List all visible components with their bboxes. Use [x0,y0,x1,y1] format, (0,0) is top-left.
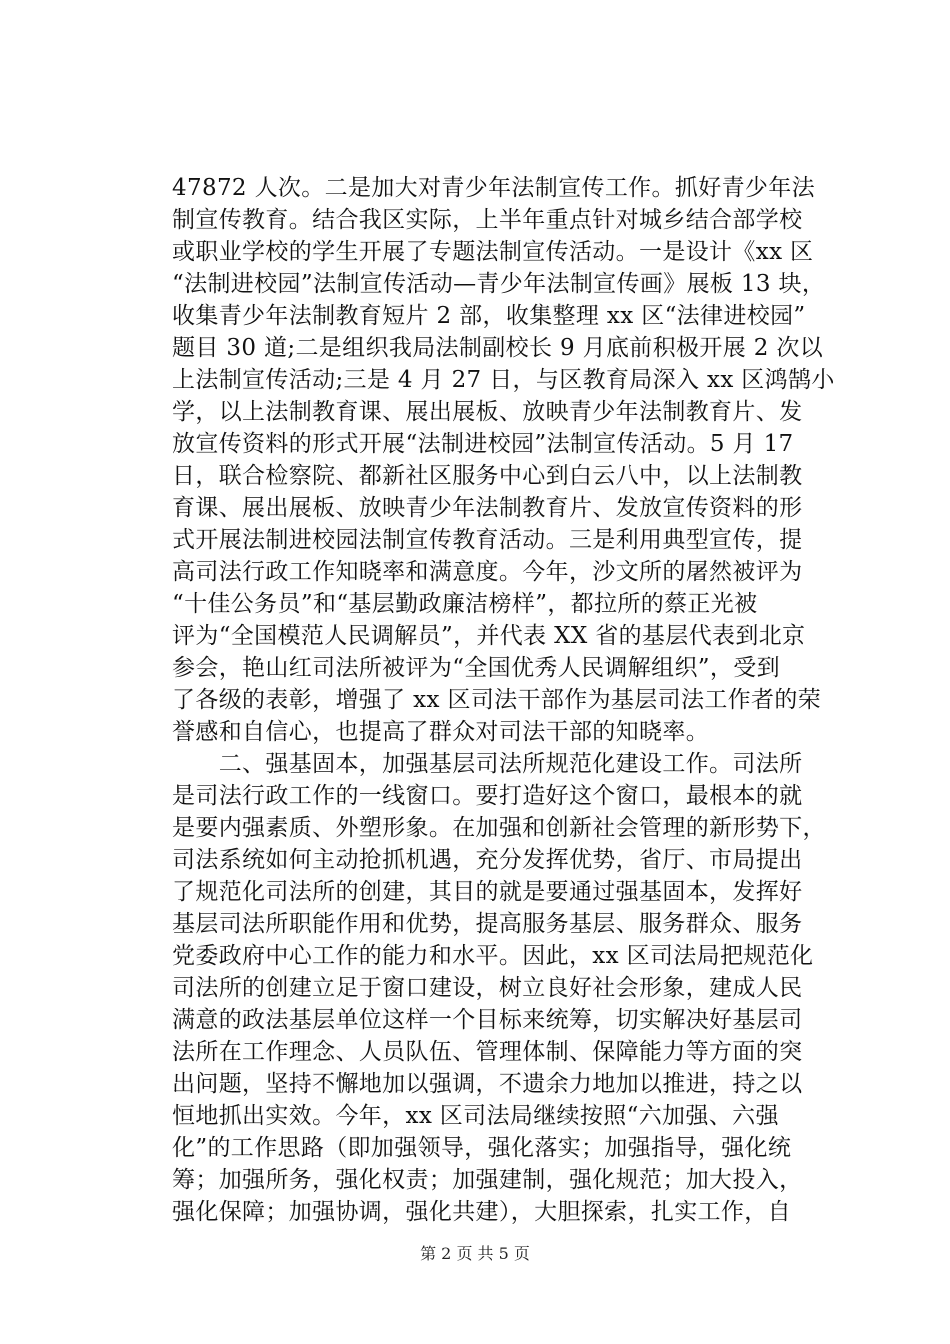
text-line: 誉感和自信心，也提高了群众对司法干部的知晓率。 [172,719,710,745]
text-line: 放宣传资料的形式开展“法制进校园”法制宣传活动。5 月 17 [172,431,794,457]
text-line: 满意的政法基层单位这样一个目标来统筹，切实解决好基层司 [172,1007,803,1033]
body-text [172,172,836,1228]
page-footer: 第 2 页 共 5 页 [420,1244,530,1263]
text-line: 评为“全国模范人民调解员”，并代表 XX 省的基层代表到北京 [172,623,806,649]
text-line: 学，以上法制教育课、展出展板、放映青少年法制教育片、发 [172,399,803,425]
text-line: 出问题，坚持不懈地加以强调，不遗余力地加以推进，持之以 [172,1071,803,1097]
text-line: 二、强基固本，加强基层司法所规范化建设工作。司法所 [172,751,803,777]
text-line: 强化保障；加强协调，强化共建），大胆探索，扎实工作，自 [172,1199,791,1225]
text-line: 上法制宣传活动;三是 4 月 27 日，与区教育局深入 xx 区鸿鹄小 [172,367,835,393]
text-line: 高司法行政工作知晓率和满意度。今年，沙文所的屠然被评为 [172,559,803,585]
text-line: 是要内强素质、外塑形象。在加强和创新社会管理的新形势下， [172,815,826,841]
text-line: 制宣传教育。结合我区实际，上半年重点针对城乡结合部学校 [172,207,803,233]
text-line: 是司法行政工作的一线窗口。要打造好这个窗口，最根本的就 [172,783,803,809]
text-line: 日，联合检察院、都新社区服务中心到白云八中，以上法制教 [172,463,803,489]
text-line: 收集青少年法制教育短片 2 部，收集整理 xx 区“法律进校园” [172,303,806,329]
text-line: 法所在工作理念、人员队伍、管理体制、保障能力等方面的突 [172,1039,803,1065]
text-line: 司法系统如何主动抢抓机遇，充分发挥优势，省厅、市局提出 [172,847,803,873]
text-line: 育课、展出展板、放映青少年法制教育片、发放宣传资料的形 [172,495,803,521]
text-line: 参会，艳山红司法所被评为“全国优秀人民调解组织”，受到 [172,655,780,681]
text-line: 基层司法所职能作用和优势，提高服务基层、服务群众、服务 [172,911,803,937]
text-line: 恒地抓出实效。今年，xx 区司法局继续按照“六加强、六强 [172,1103,779,1129]
text-line: 题目 30 道;二是组织我局法制副校长 9 月底前积极开展 2 次以 [172,335,824,361]
text-line: 了规范化司法所的创建，其目的就是要通过强基固本，发挥好 [172,879,803,905]
text-line: 式开展法制进校园法制宣传教育活动。三是利用典型宣传，提 [172,527,803,553]
text-line: 了各级的表彰，增强了 xx 区司法干部作为基层司法工作者的荣 [172,687,822,713]
text-line: 或职业学校的学生开展了专题法制宣传活动。一是设计《xx 区 [172,239,814,265]
text-line: 化”的工作思路（即加强领导，强化落实；加强指导，强化统 [172,1135,792,1161]
text-line: “法制进校园”法制宣传活动—青少年法制宣传画》展板 13 块， [172,271,826,297]
text-line: 党委政府中心工作的能力和水平。因此，xx 区司法局把规范化 [172,943,814,969]
text-line: “十佳公务员”和“基层勤政廉洁榜样”，都拉所的蔡正光被 [172,591,758,617]
text-line: 筹；加强所务，强化权责；加强建制，强化规范；加大投入， [172,1167,803,1193]
text-line: 司法所的创建立足于窗口建设，树立良好社会形象，建成人民 [172,975,803,1001]
text-line: 47872 人次。二是加大对青少年法制宣传工作。抓好青少年法 [172,175,815,201]
